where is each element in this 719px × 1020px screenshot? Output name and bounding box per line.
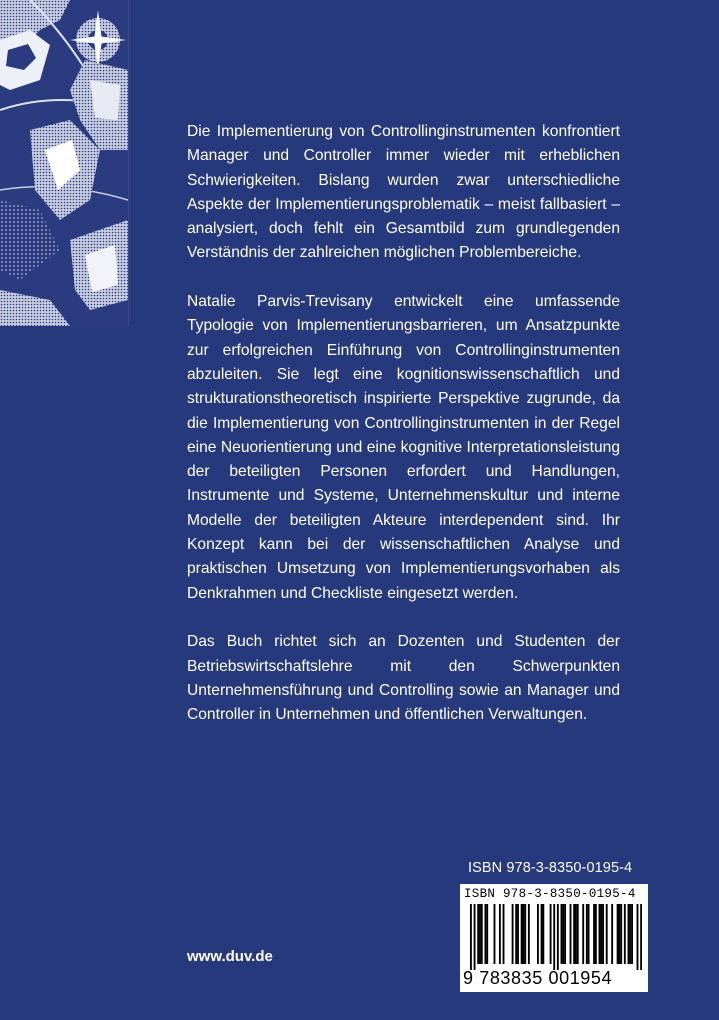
barcode-bar	[631, 904, 633, 964]
barcode-bar	[523, 904, 525, 964]
barcode-bar	[550, 904, 552, 964]
barcode-icon	[470, 904, 642, 970]
blurb-paragraph-3: Das Buch richtet sich an Dozenten und Studenten der Betriebswirtschaftslehre mit den Schwerpunkten Unternehmensführung und Controlling sowie an Manager und Controller in Unternehmen und öffentlichen Verwaltungen.	[187, 633, 620, 724]
barcode-bar	[599, 904, 601, 964]
barcode-bar	[629, 904, 631, 964]
barcode-bar	[557, 904, 559, 970]
barcode-bar	[528, 904, 530, 964]
barcode-bar	[620, 904, 622, 964]
blurb-paragraph-1: Die Implementierung von Controllinginstrumenten konfrontiert Manager und Controller immer wieder mit erheblichen Schwierigkeiten. Bislang wurden zwar unterschiedliche Aspekte der Implementierungsproblematik – meist fallbasiert – analysiert, doch fehlt ein Gesamtbild zum grundlegenden Verständnis der zahlreichen möglichen Problembereiche.	[187, 123, 620, 262]
barcode-bar	[611, 904, 613, 964]
barcode-bar	[470, 904, 472, 970]
barcode-bar	[602, 904, 604, 964]
barcode-bar	[537, 904, 539, 964]
barcode-bar	[477, 904, 479, 964]
barcode-digits: 9 783835 001954	[463, 968, 613, 988]
barcode-bar	[562, 904, 564, 964]
barcode-bar	[595, 904, 597, 964]
barcode-bar	[542, 904, 544, 964]
barcode-bar	[564, 904, 566, 964]
barcode	[460, 884, 648, 992]
barcode-bar	[524, 904, 526, 964]
barcode-bar	[573, 904, 575, 964]
barcode-bar	[515, 904, 517, 964]
blurb	[187, 120, 620, 752]
barcode-bar	[570, 904, 572, 964]
barcode-bar	[586, 904, 588, 964]
barcode-bar	[503, 904, 505, 964]
barcode-bar	[499, 904, 501, 964]
barcode-bar	[486, 904, 488, 964]
barcode-bar	[606, 904, 608, 964]
barcode-bar	[521, 904, 523, 964]
barcode-bar	[637, 904, 639, 970]
barcode-bar	[561, 904, 563, 964]
barcode-bar	[600, 904, 602, 964]
barcode-bar	[541, 904, 543, 964]
barcode-isbn-label: ISBN 978-3-8350-0195-4	[464, 887, 636, 901]
isbn-caption: ISBN 978-3-8350-0195-4	[468, 860, 633, 876]
barcode-bar	[481, 904, 483, 964]
barcode-bar	[512, 904, 514, 964]
barcode-bar	[474, 904, 476, 970]
barcode-bar	[517, 904, 519, 964]
publisher-url[interactable]: www.duv.de	[187, 948, 273, 965]
barcode-bar	[588, 904, 590, 964]
barcode-bar	[617, 904, 619, 964]
barcode-bar	[624, 904, 626, 964]
barcode-bar	[575, 904, 577, 964]
blurb-paragraph-2: Natalie Parvis-Trevisany entwickelt eine umfassende Typologie von Implementierungsbarrieren, um Ansatzpunkte zur erfolgreichen Einführung von Controllinginstrumenten abzuleiten. Sie legt eine kognitionswissenschaftlich und strukturationstheoretisch inspirierte Perspektive zugrunde, da die Implementierung von Controllinginstrumenten in der Regel eine Neuorientierung und eine kognitive Interpretationsleistung der beteiligten Personen erfordert und Handlungen, Instrumente und Systeme, Unternehmenskultur und interne Modelle der beteiligten Akteure interdependent sind. Ihr Konzept kann bei der wissenschaftlichen Analyse und praktischen Umsetzung von Implementierungsvorhaben als Denkrahmen und Checkliste eingesetzt werden.	[187, 293, 620, 602]
barcode-bar	[582, 904, 584, 964]
barcode-bar	[553, 904, 555, 970]
barcode-bar	[593, 904, 595, 964]
barcode-bar	[494, 904, 496, 964]
barcode-bar	[628, 904, 630, 964]
barcode-bar	[484, 904, 486, 964]
barcode-bar	[577, 904, 579, 964]
barcode-bar	[618, 904, 620, 964]
barcode-bar	[479, 904, 481, 964]
globe-icon	[0, 0, 129, 326]
barcode-bar	[640, 904, 642, 970]
